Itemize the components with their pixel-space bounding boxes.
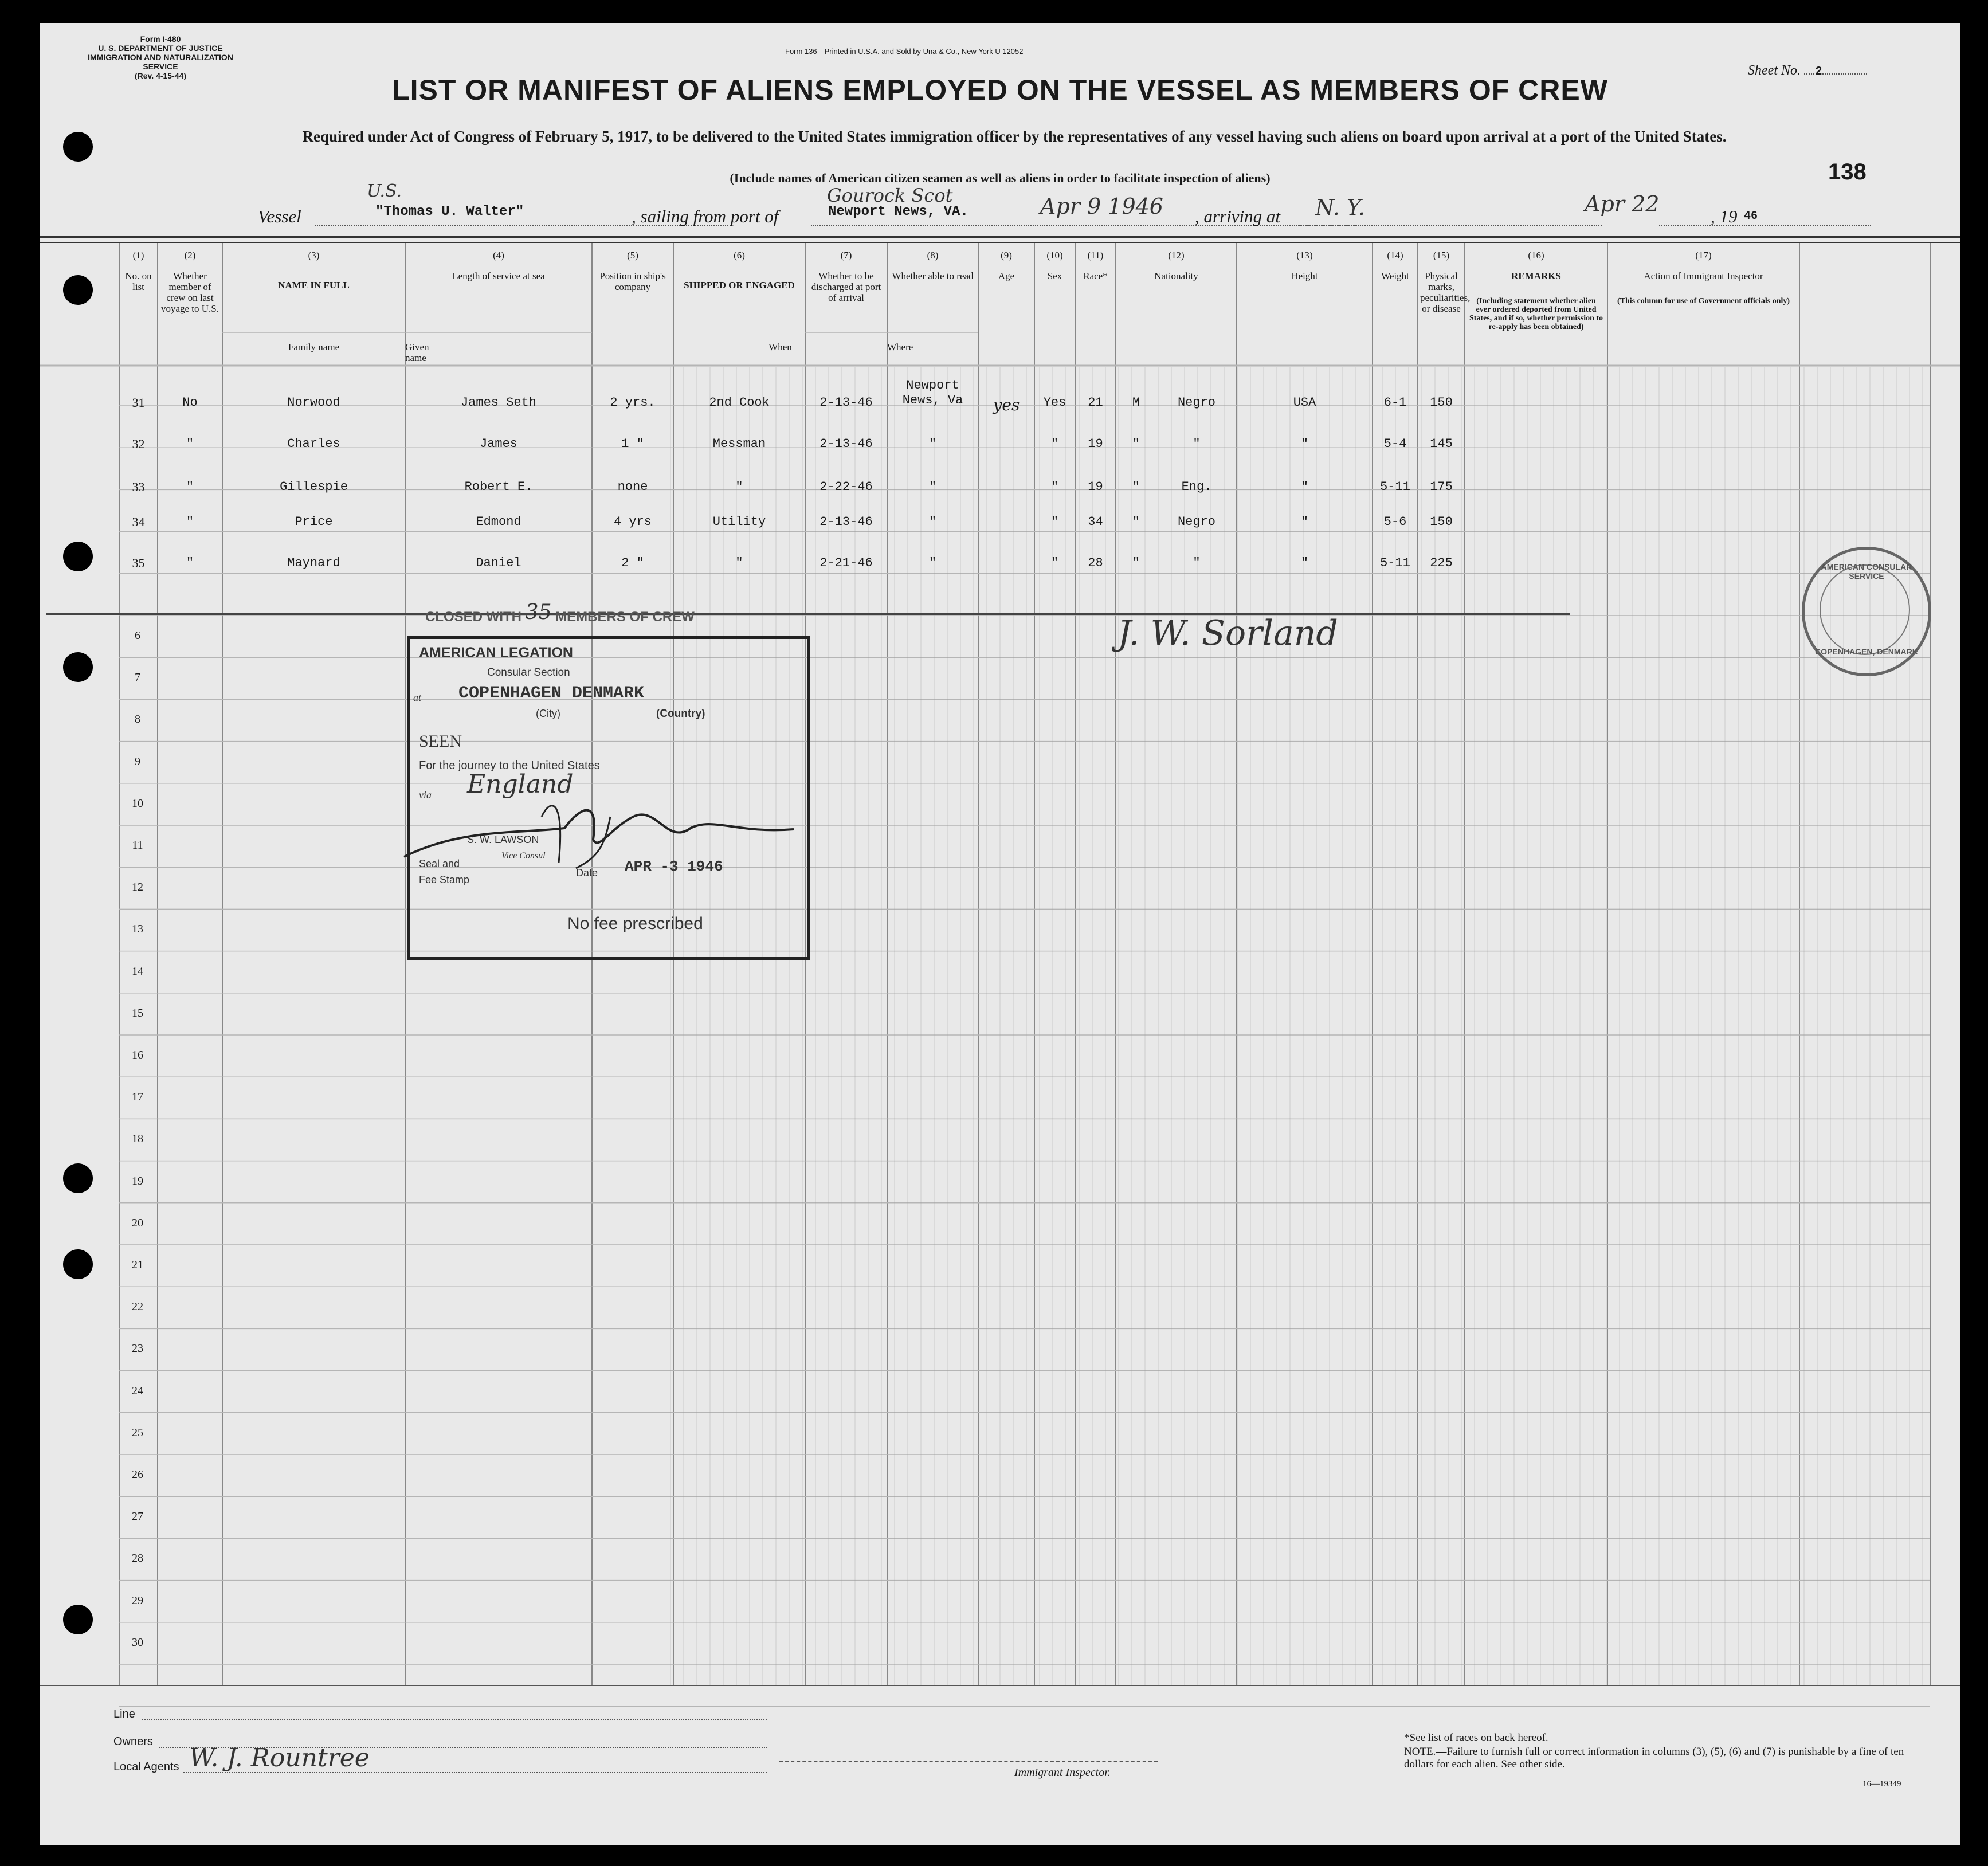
cell-weight: 175 <box>1430 480 1453 494</box>
row-number: 14 <box>132 965 143 978</box>
cell-discharged: yes <box>993 395 1020 414</box>
cell-prev: No <box>182 395 198 410</box>
cell-position: " <box>735 480 743 494</box>
column-subheader: Family name <box>288 342 340 352</box>
row-number: 19 <box>132 1174 143 1187</box>
cell-family: Price <box>295 515 333 529</box>
cell-height: 5-11 <box>1380 556 1410 570</box>
row-number: 13 <box>132 923 143 936</box>
include-note: (Include names of American citizen seamen as well as aliens in order to facilitate inspection of aliens) <box>730 171 1271 185</box>
arrival-date-handwritten: Apr 22 <box>1585 191 1660 217</box>
cell-no: 35 <box>132 556 145 570</box>
cell-nationality: " <box>1300 437 1309 451</box>
line-label: Line <box>113 1708 135 1720</box>
form-code: 16—19349 <box>1862 1779 1901 1789</box>
column-header-note: (Including statement whether alien ever ordered deported from United States, and if so, whether permission to re-apply has been obtained) <box>1469 297 1603 331</box>
closed-note: CLOSED WITH 35 MEMBERS OF CREW <box>425 601 695 625</box>
cell-race: " <box>1193 556 1201 570</box>
column-subheader: When <box>768 342 792 352</box>
row-number: 6 <box>135 629 140 642</box>
race-footnote: *See list of races on back hereof. <box>1404 1732 1548 1744</box>
cell-given: James Seth <box>460 395 537 410</box>
cell-age: 19 <box>1088 480 1103 494</box>
row-number: 16 <box>132 1049 143 1061</box>
cell-position: Messman <box>712 437 766 451</box>
sailing-date-handwritten: Apr 9 1946 <box>1040 194 1163 219</box>
cell-no: 33 <box>132 480 145 494</box>
cell-sex: " <box>1132 437 1140 451</box>
column-header: Age <box>998 271 1015 281</box>
sheet-number: Sheet No. 2 <box>1748 63 1822 79</box>
column-number: (7) <box>840 250 852 261</box>
column-number: (10) <box>1046 250 1063 261</box>
document-title: LIST OR MANIFEST OF ALIENS EMPLOYED ON THE VESSEL AS MEMBERS OF CREW <box>392 74 1608 106</box>
manifest-sheet: Form I-480 U. S. DEPARTMENT OF JUSTICE IMMIGRATION AND NATURALIZATION SERVICE (Rev. 4-15-44) Form 136—Printed in U.S.A. and Sold by Una & Co., New York U 12052 Sheet No. 2 LIST OR MANIFEST OF ALIENS EMPLOYED ON THE VESSEL AS MEMBERS OF CREW Required under Act of Congress of February 5, 1917, to be delivered to the United States immigration officer by the representatives of any vessel having such aliens on board upon arrival at a port of the United States. (Include names of American citizen seamen as well as aliens in order to facilitate inspection of aliens) 138 Vessel U.S. "Thomas U. Walter" , sailing from port of Gourock Scot Newport News, VA. Apr 9 1946 , arriving at N. Y. Apr 22 , 19 46 (1) No. on list (2) Whether member of crew on last voyage to U.S. (3) NAME IN FULL Family name Given name (4) Length of service at sea (5) Position in ship's company (6) SHIPPED OR ENGAGED When Where (7) Whether to be discharged at port of arrival (8) Whether able to read (9) Age (10) Sex (11) Race* (12) Nationality (13) Height (14) Weight (15) Physical marks, peculiarities, or disease (16) REMARKS (Including statement whether alien ever ordered deported from United States, and if so, whether permission to re-apply has been obtained) (17) Action of Immigrant Inspector (This column for use of Government officials only) 31 No Norwood James Seth 2 yrs. 2nd Cook 2-13-46 Newport News, Va yes Yes 21 M Negro USA 6-1 150 32 " Charles James 1 " Messman 2-13-46 " " 19 " " " 5-4 145 33 " Gillespie Robert E. none " 2-22-46 " " 19 " Eng. " 5-11 175 34 " Price Edmond 4 yrs Utility 2-13-46 " " 34 " Negro " 5-6 150 35 " Maynard Daniel 2 " " 2-21-46 " " 28 " " " 5-11 225 6 7 8 9 10 11 12 13 14 15 16 17 18 19 20 21 22 23 24 25 26 27 28 29 30 CLOSED WITH 35 MEMBERS OF CREW AMERICAN LEGATION Consular Section at COPENHAGEN DENMARK (City) (Country) SEEN For the journey to the United States via England S. W. LAWSON Seal and Fee Stamp Vice Consul Date APR -3 1946 No fee prescribed AMERICAN CONSULAR SERVICE COPENHAGEN, DENMARK J. W. Sorland Line Owners Local Agents W. J. Rountree Immigrant Inspector. *See list of races on back hereof. NOTE.—Failure to furnish full or correct information in columns (3), (5), (6) and (7) is punishable by a fine of ten dollars for each alien. See other side. 16—19349 <box>40 23 1960 1845</box>
cell-where: " <box>928 515 937 529</box>
page-number: 138 <box>1828 159 1867 185</box>
cell-weight: 150 <box>1430 515 1453 529</box>
arriving-port-handwritten: N. Y. <box>1315 195 1366 220</box>
cell-sex: " <box>1132 480 1140 494</box>
cell-family: Gillespie <box>280 480 348 494</box>
column-header: REMARKS <box>1511 271 1561 281</box>
cell-nationality: " <box>1300 515 1309 529</box>
cell-prev: " <box>186 437 194 451</box>
cell-prev: " <box>186 556 194 570</box>
row-number: 27 <box>132 1510 143 1523</box>
column-number: (6) <box>734 250 745 261</box>
cell-position: Utility <box>712 515 766 529</box>
cell-read: Yes <box>1043 395 1066 410</box>
vessel-name: "Thomas U. Walter" <box>375 204 524 219</box>
cell-age: 28 <box>1088 556 1103 570</box>
cell-height: 5-4 <box>1383 437 1407 451</box>
consular-stamp: AMERICAN LEGATION Consular Section at COPENHAGEN DENMARK (City) (Country) SEEN For the journey to the United States via England S. W. LAWSON Seal and Fee Stamp Vice Consul Date APR -3 1946 No fee prescribed <box>407 636 810 960</box>
column-header: Physical marks, peculiarities, or disease <box>1420 271 1471 314</box>
cell-read: " <box>1050 556 1059 570</box>
cell-weight: 225 <box>1430 556 1453 570</box>
cell-read: " <box>1050 515 1059 529</box>
column-number: (17) <box>1695 250 1712 261</box>
column-header: Length of service at sea <box>452 271 545 281</box>
cell-sex: M <box>1132 395 1140 410</box>
cell-service: 2 yrs. <box>610 395 656 410</box>
cell-given: Edmond <box>476 515 521 529</box>
column-header: Sex <box>1047 271 1062 281</box>
column-header: Position in ship's company <box>599 271 666 292</box>
cell-race: Eng. <box>1181 480 1212 494</box>
cell-height: 5-11 <box>1380 480 1410 494</box>
row-number: 25 <box>132 1426 143 1439</box>
arriving-label: , arriving at <box>1195 206 1280 226</box>
sailing-port-handwritten: Gourock Scot <box>827 185 953 206</box>
cell-no: 32 <box>132 437 145 451</box>
cell-family: Charles <box>287 437 340 451</box>
cell-age: 19 <box>1088 437 1103 451</box>
row-number: 12 <box>132 881 143 894</box>
column-header: NAME IN FULL <box>278 280 350 291</box>
column-number: (9) <box>1001 250 1012 261</box>
cell-family: Norwood <box>287 395 340 410</box>
column-header: Weight <box>1381 271 1409 281</box>
cell-given: James <box>479 437 517 451</box>
column-header: Race* <box>1083 271 1108 281</box>
cell-read: " <box>1050 437 1059 451</box>
row-number: 23 <box>132 1342 143 1355</box>
cell-given: Robert E. <box>464 480 533 494</box>
consular-seal: AMERICAN CONSULAR SERVICE COPENHAGEN, DENMARK <box>1802 547 1931 676</box>
row-number: 22 <box>132 1300 143 1314</box>
column-header-note: (This column for use of Government officials only) <box>1617 297 1790 305</box>
agents-label: Local Agents <box>113 1761 179 1773</box>
column-number: (14) <box>1387 250 1403 261</box>
row-number: 8 <box>135 713 140 726</box>
row-number: 7 <box>135 671 140 684</box>
cell-given: Daniel <box>476 556 521 570</box>
cell-race: Negro <box>1177 515 1215 529</box>
row-number: 29 <box>132 1594 143 1607</box>
column-number: (11) <box>1087 250 1104 261</box>
column-header: Action of Immigrant Inspector <box>1644 271 1763 281</box>
cell-race: Negro <box>1177 395 1215 410</box>
cell-nationality: USA <box>1293 395 1316 410</box>
owners-label: Owners <box>113 1735 153 1748</box>
legal-requirement: Required under Act of Congress of February 5, 1917, to be delivered to the United States immigration officer by the representatives of any vessel having such aliens on board upon arrival at a port of the United States. <box>302 128 1727 145</box>
column-header: No. on list <box>125 271 152 292</box>
cell-when: 2-21-46 <box>819 556 873 570</box>
column-number: (4) <box>493 250 504 261</box>
cell-when: 2-13-46 <box>819 395 873 410</box>
via-handwritten: England <box>467 770 574 799</box>
cell-race: " <box>1193 437 1201 451</box>
row-number: 18 <box>132 1132 143 1146</box>
column-header: Whether to be discharged at port of arrival <box>811 271 881 303</box>
row-number: 21 <box>132 1259 143 1271</box>
cell-prev: " <box>186 515 194 529</box>
cell-read: " <box>1050 480 1059 494</box>
cell-where: " <box>928 480 937 494</box>
year-label: , 19 <box>1711 206 1738 226</box>
cell-prev: " <box>186 480 194 494</box>
cell-weight: 150 <box>1430 395 1453 410</box>
end-of-list-line <box>46 613 1570 615</box>
column-number: (3) <box>308 250 320 261</box>
cell-position: 2nd Cook <box>709 395 770 410</box>
row-number: 9 <box>135 755 140 768</box>
cell-age: 34 <box>1088 515 1103 529</box>
sailing-label: , sailing from port of <box>632 206 779 226</box>
cell-sex: " <box>1132 556 1140 570</box>
cell-service: 2 " <box>621 556 644 570</box>
cell-when: 2-22-46 <box>819 480 873 494</box>
cell-sex: " <box>1132 515 1140 529</box>
vessel-prefix-handwritten: U.S. <box>367 181 402 201</box>
row-number: 24 <box>132 1384 143 1397</box>
cell-position: " <box>735 556 743 570</box>
column-number: (8) <box>927 250 939 261</box>
column-number: (16) <box>1528 250 1544 261</box>
cell-when: 2-13-46 <box>819 515 873 529</box>
row-number: 20 <box>132 1216 143 1229</box>
row-number: 10 <box>132 797 143 810</box>
inspector-label: Immigrant Inspector. <box>1014 1766 1111 1779</box>
column-number: (1) <box>132 250 144 261</box>
cell-nationality: " <box>1300 556 1309 570</box>
cell-service: 1 " <box>621 437 644 451</box>
column-number: (15) <box>1433 250 1450 261</box>
row-number: 17 <box>132 1091 143 1104</box>
manifest-grid <box>40 23 1960 1845</box>
column-subheader: Where <box>887 342 913 352</box>
agent-signature: W. J. Rountree <box>189 1743 370 1773</box>
cell-family: Maynard <box>287 556 340 570</box>
cell-height: 6-1 <box>1383 395 1407 410</box>
column-header: Height <box>1291 271 1318 281</box>
cell-weight: 145 <box>1430 437 1453 451</box>
column-header: Whether able to read <box>892 271 974 281</box>
cell-when: 2-13-46 <box>819 437 873 451</box>
cell-no: 31 <box>132 395 145 410</box>
form-identifier: Form I-480 U. S. DEPARTMENT OF JUSTICE IMMIGRATION AND NATURALIZATION SERVICE (Rev. 4-15-44) <box>88 34 233 80</box>
sailing-port: Newport News, VA. <box>828 204 968 219</box>
cell-service: none <box>617 480 648 494</box>
cell-no: 34 <box>132 515 145 529</box>
column-header: Whether member of crew on last voyage to U.S. <box>160 271 219 314</box>
row-number: 11 <box>132 839 143 852</box>
consul-signature <box>393 794 805 874</box>
column-header: SHIPPED OR ENGAGED <box>684 280 795 291</box>
column-number: (12) <box>1168 250 1185 261</box>
cell-age: 21 <box>1088 395 1103 410</box>
row-number: 26 <box>132 1468 143 1481</box>
printer-credit: Form 136—Printed in U.S.A. and Sold by Una & Co., New York U 12052 <box>785 47 1024 56</box>
vessel-label: Vessel <box>258 206 301 226</box>
column-number: (2) <box>184 250 196 261</box>
cell-nationality: " <box>1300 480 1309 494</box>
cell-service: 4 yrs <box>613 515 652 529</box>
row-number: 15 <box>132 1006 143 1020</box>
penalty-note: NOTE.—Failure to furnish full or correct information in columns (3), (5), (6) and (7) is punishable by a fine of ten dollars for each alien. See other side. <box>1404 1746 1904 1770</box>
year-suffix: 46 <box>1744 210 1758 223</box>
cell-where: Newport News, Va <box>902 378 963 407</box>
cell-where: " <box>928 556 937 570</box>
row-number: 30 <box>132 1636 143 1649</box>
column-number: (13) <box>1296 250 1313 261</box>
column-number: (5) <box>627 250 638 261</box>
cell-height: 5-6 <box>1383 515 1407 529</box>
column-header: Nationality <box>1154 271 1198 281</box>
cell-where: " <box>928 437 937 451</box>
row-number: 28 <box>132 1552 143 1565</box>
inspector-signature: J. W. Sorland <box>1117 613 1338 653</box>
